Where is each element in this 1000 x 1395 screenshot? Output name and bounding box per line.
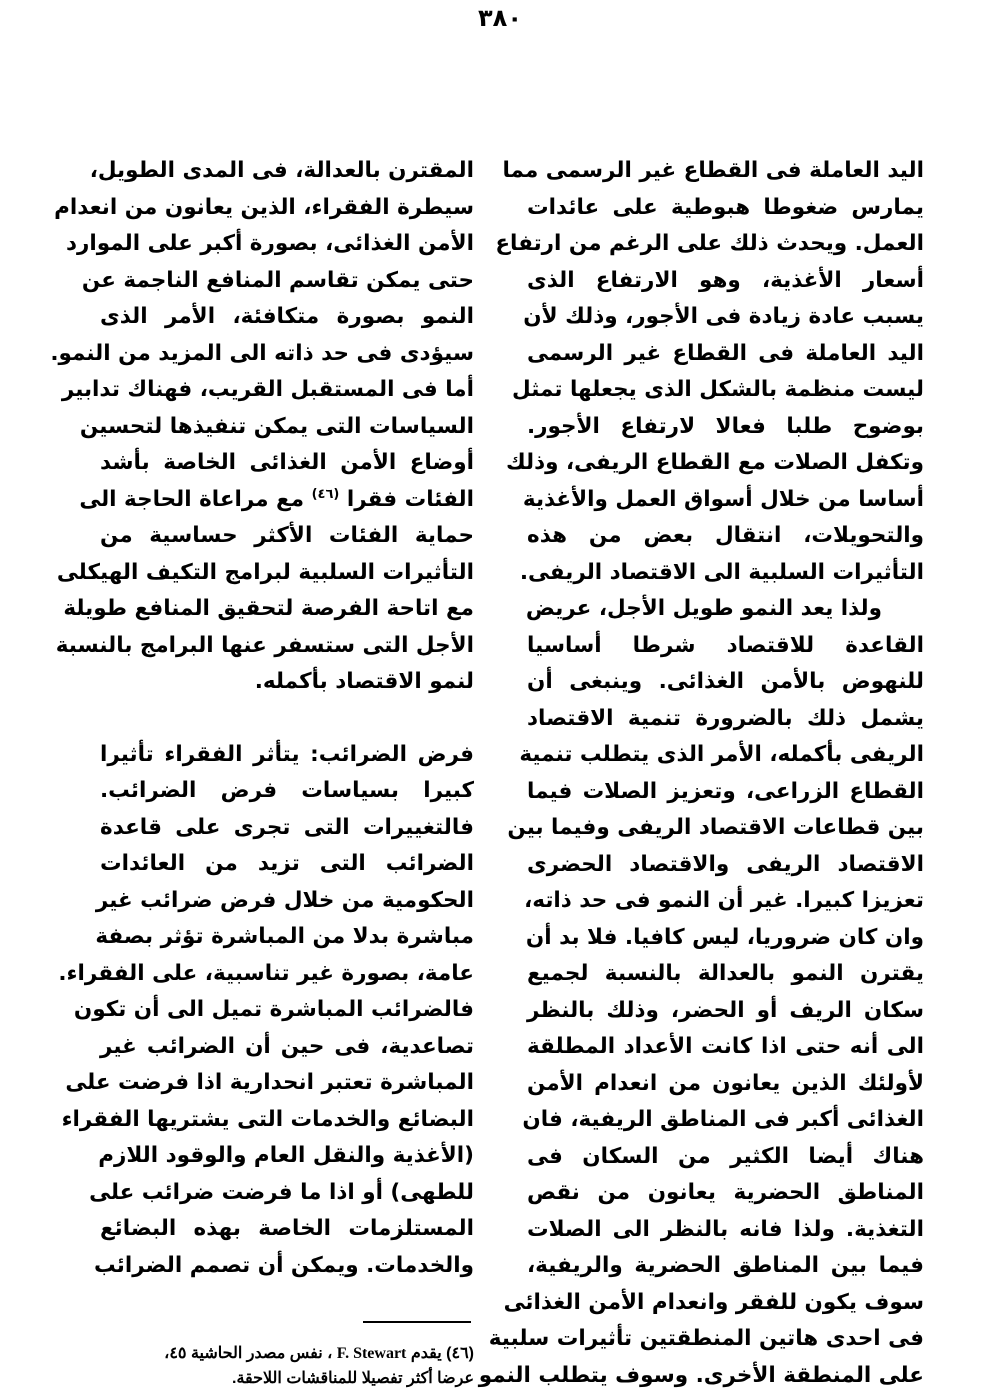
text-line: اليد العاملة فى القطاع غير الرسمى مما (502, 158, 924, 183)
text-line: فيما بين المناطق الحضرية والريفية، (527, 1253, 924, 1278)
text-run: الفئات فقرا (346, 486, 474, 512)
text-line: البضائع والخدمات التى يشتريها الفقراء (61, 1106, 474, 1132)
paragraph-gap (100, 701, 474, 737)
text-line: يسبب عادة زيادة فى الأجور، وذلك لأن (523, 304, 924, 329)
text-run: مع مراعاة الحاجة الى (79, 486, 305, 512)
text-line: الاقتصاد الريفى والاقتصاد الحضرى (527, 851, 924, 877)
text-line: وتكفل الصلات مع القطاع الريفى، وذلك (506, 450, 924, 475)
text-line: الى أنه حتى اذا كانت الأعداد المطلقة (527, 1034, 924, 1059)
text-line: يمارس ضغوطا هبوطية على عائدات (527, 194, 924, 220)
text-line: سكان الريف أو الحضر، وذلك بالنظر (527, 997, 924, 1023)
text-line: وان كان ضروريا، ليس كافيا. فلا بد أن (525, 924, 924, 950)
text-line: تصاعدية، فى حين أن الضرائب غير (100, 1033, 474, 1059)
text-line: حماية الفئات الأكثر حساسية من (100, 523, 474, 548)
section-heading-line (100, 737, 474, 774)
text-line: مباشرة بدلا من المباشرة تؤثر بصفة (95, 924, 474, 949)
text-line: يشمل ذلك بالضرورة تنمية الاقتصاد (527, 705, 924, 731)
text-line: المناطق الحضرية يعانون من نقص (527, 1180, 924, 1205)
text-line: القاعدة للاقتصاد شرطا أساسيا (527, 632, 924, 658)
text-line: السياسات التى يمكن تنفيذها لتحسين (79, 413, 474, 439)
text-line: النمو بصورة متكافئة، الأمر الذى (100, 304, 474, 329)
text-line: التأثيرات السلبية الى الاقتصاد الريفى. (519, 559, 924, 585)
left-column (50, 153, 474, 1284)
footnote-author: F. Stewart (336, 1345, 407, 1362)
section-heading: فرض الضرائب: (310, 741, 474, 767)
text-line: والخدمات. ويمكن أن تصمم الضرائب (94, 1252, 474, 1278)
footnote-reference-line (79, 482, 474, 519)
text-run: ، نفس مصدر الحاشية ٤٥، (164, 1345, 333, 1362)
footnote-reference-link[interactable]: (٤٦) (311, 486, 340, 502)
text-line: الغذائى أكبر فى المناطق الريفية، فان (522, 1107, 924, 1132)
footnote-line: عرضا أكثر تفصيلا للمناقشات اللاحقة. (232, 1370, 474, 1387)
text-line: (الأغذية والنقل العام والوقود اللازم (98, 1143, 474, 1168)
text-line: أساسا من خلال أسواق العمل والأغذية (522, 486, 924, 512)
text-line: بوضوح طلبا فعالا لارتفاع الأجور. (527, 413, 924, 439)
text-line: التغذية. ولذا فانه بالنظر الى الصلات (527, 1216, 924, 1242)
text-line: لنمو الاقتصاد بأكمله. (254, 669, 474, 694)
text-line: تعزيزا كبيرا. غير أن النمو فى حد ذاته، (524, 888, 924, 913)
right-column (478, 153, 924, 1394)
text-line: للنهوض بالأمن الغذائى. وينبغى أن (527, 669, 924, 694)
paragraph-start-line: ولذا يعد النمو طويل الأجل، عريض (525, 596, 882, 621)
text-run: يقدم (410, 1345, 442, 1362)
page-number: ٣٨٠ (478, 4, 522, 32)
footnote-line (100, 1341, 474, 1366)
text-line: للطهى) أو اذا ما فرضت ضرائب على (89, 1179, 474, 1205)
text-line: فالتغييرات التى تجرى على قاعدة (100, 814, 474, 840)
text-line: كبيرا بسياسات فرض الضرائب. (100, 778, 474, 803)
text-line: الأجل التى ستسفر عنها البرامج بالنسبة (55, 632, 474, 658)
text-line: والتحويلات، انتقال بعض من هذه (527, 523, 924, 548)
text-line: الريفى بأكمله، الأمر الذى يتطلب تنمية (519, 742, 924, 767)
text-line: بين قطاعات الاقتصاد الريفى وفيما بين (507, 815, 924, 840)
text-line: أوضاع الأمن الغذائى الخاصة بأشد (100, 450, 474, 475)
text-line: سيطرة الفقراء، الذين يعانون من انعدام (54, 194, 474, 220)
text-line: القطاع الزراعى، وتعزيز الصلات فيما (527, 778, 924, 804)
text-line: يقترن النمو بالعدالة بالنسبة لجميع (527, 961, 924, 986)
text-line: التأثيرات السلبية لبرامج التكيف الهيكلى (56, 559, 474, 585)
text-line: عامة، بصورة غير تناسبية، على الفقراء. (58, 960, 474, 986)
footnote-separator (363, 1321, 471, 1323)
text-line: الأمن الغذائى، بصورة أكبر على الموارد (66, 231, 474, 256)
text-line: المقترن بالعدالة، فى المدى الطويل، (89, 158, 474, 183)
text-line: مع اتاحة الفرصة لتحقيق المنافع طويلة (63, 596, 474, 621)
text-line: سوف يكون للفقر وانعدام الأمن الغذائى (503, 1289, 924, 1315)
text-line: هناك أيضا الكثير من السكان فى (527, 1143, 924, 1169)
text-line: المستلزمات الخاصة بهذه البضائع (100, 1216, 474, 1241)
text-line: اليد العاملة فى القطاع غير الرسمى (527, 340, 924, 366)
text-line: حتى يمكن تقاسم المنافع الناجمة عن (81, 267, 474, 293)
text-line: الضرائب التى تزيد من العائدات (100, 851, 474, 876)
text-run: يتأثر الفقراء تأثيرا (100, 741, 300, 767)
text-line: سيؤدى فى حد ذاته الى المزيد من النمو. (50, 340, 474, 366)
text-line: أسعار الأغذية، وهو الارتفاع الذى (527, 267, 924, 293)
text-line: على المنطقة الأخرى. وسوف يتطلب النمو (478, 1362, 924, 1388)
text-line: المباشرة تعتبر انحدارية اذا فرضت على (65, 1070, 474, 1095)
text-line: أما فى المستقبل القريب، فهناك تدابير (61, 377, 474, 402)
text-line: فى احدى هاتين المنطقتين تأثيرات سلبية (488, 1326, 924, 1351)
footnote-marker: (٤٦) (446, 1345, 474, 1362)
text-line: الحكومية من خلال فرض ضرائب غير (95, 887, 474, 913)
text-line: لأولئك الذين يعانون من انعدام الأمن (527, 1070, 924, 1096)
footnote (100, 1341, 474, 1391)
text-line: ليست منظمة بالشكل الذى يجعلها تمثل (512, 377, 924, 402)
text-line: العمل. ويحدث ذلك على الرغم من ارتفاع (495, 231, 924, 256)
text-line: فالضرائب المباشرة تميل الى أن تكون (73, 997, 474, 1022)
